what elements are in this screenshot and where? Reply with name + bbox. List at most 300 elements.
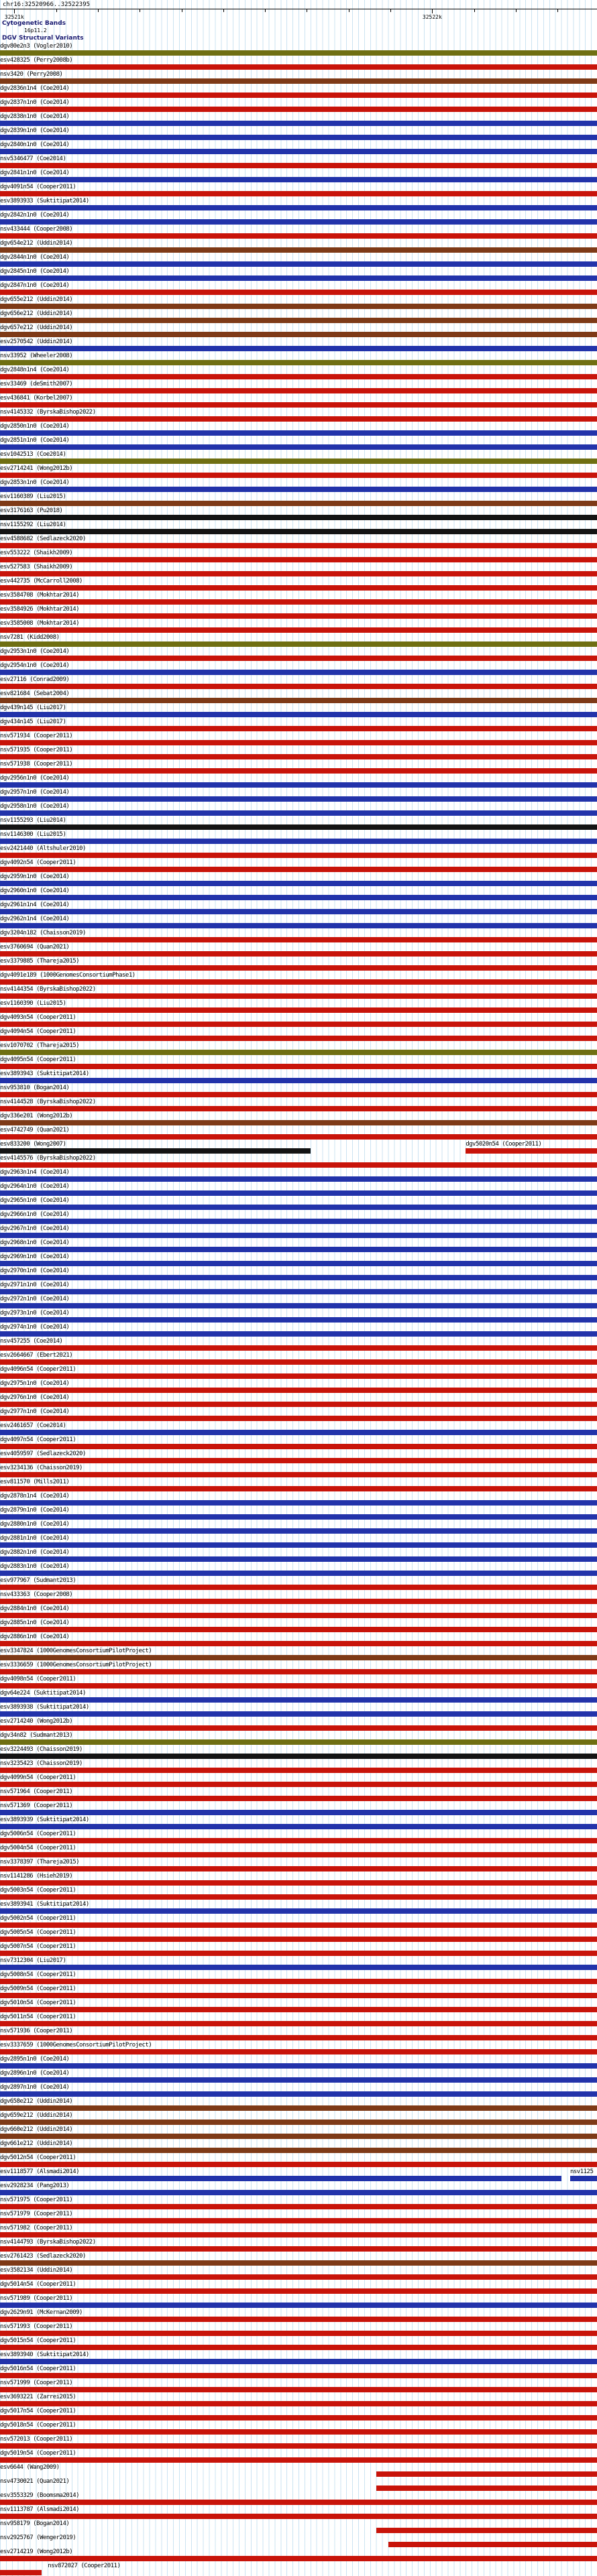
- variant-label: dgv2966n1n0 (Coe2014): [0, 1211, 70, 1218]
- variant-label: dgv2879n1n0 (Coe2014): [0, 1507, 70, 1514]
- variant-bar[interactable]: [0, 585, 597, 591]
- variant-label: esv3336659 (1000GenomesConsortiumPilotProject): [0, 1662, 152, 1668]
- variant-bar[interactable]: [0, 1373, 597, 1379]
- variant-bar[interactable]: [0, 1599, 597, 1604]
- variant-label: nsv572013 (Cooper2011): [0, 2436, 73, 2443]
- variant-bar[interactable]: [0, 1092, 597, 1097]
- variant-bar[interactable]: [0, 965, 597, 971]
- variant-label: nsv571936 (Cooper2011): [0, 2028, 73, 2034]
- variant-bar[interactable]: [0, 430, 597, 436]
- variant-bar[interactable]: [0, 627, 597, 633]
- variant-bar[interactable]: [0, 1542, 597, 1548]
- variant-bar[interactable]: [0, 2274, 597, 2280]
- variant-label: dgv654e212 (Uddin2014): [0, 240, 73, 247]
- variant-label: dgv2883n1n0 (Coe2014): [0, 1563, 70, 1570]
- variant-row: [0, 380, 597, 394]
- variant-bar[interactable]: [0, 2317, 597, 2322]
- ruler-tick: [98, 9, 99, 12]
- variant-bar[interactable]: [0, 1345, 597, 1351]
- variant-bar[interactable]: [0, 641, 597, 647]
- variant-bar[interactable]: [0, 205, 597, 210]
- variant-row: [0, 127, 597, 141]
- variant-bar[interactable]: [0, 78, 597, 84]
- variant-bar[interactable]: [0, 1162, 597, 1168]
- variant-bar[interactable]: [0, 1388, 597, 1393]
- variant-label: esv1118577 (Alsmadi2014): [0, 2168, 80, 2175]
- variant-bar[interactable]: [0, 571, 597, 576]
- variant-label: dgv2967n1n0 (Coe2014): [0, 1225, 70, 1232]
- variant-bar[interactable]: [0, 979, 597, 985]
- variant-bar[interactable]: [0, 149, 597, 154]
- variant-label: esv527583 (Shaikh2009): [0, 564, 73, 570]
- variant-bar[interactable]: [0, 93, 597, 98]
- variant-row: [0, 1844, 597, 1858]
- variant-bar[interactable]: [0, 261, 597, 267]
- variant-bar[interactable]: [388, 2542, 597, 2547]
- variant-bar[interactable]: [0, 2120, 597, 2125]
- variant-row: [0, 957, 597, 971]
- variant-row: [0, 2477, 597, 2492]
- variant-bar[interactable]: [0, 2359, 597, 2364]
- variant-bar[interactable]: [0, 824, 597, 830]
- variant-row: [0, 1267, 597, 1281]
- variant-bar[interactable]: [0, 1838, 597, 1843]
- variant-bar[interactable]: [0, 1331, 597, 1337]
- variant-bar[interactable]: [0, 1683, 597, 1689]
- variant-bar[interactable]: [0, 698, 597, 703]
- variant-bar[interactable]: [0, 543, 597, 548]
- variant-bar[interactable]: [0, 163, 597, 168]
- variant-bar[interactable]: [0, 388, 597, 393]
- variant-bar[interactable]: [0, 2162, 597, 2167]
- variant-bar[interactable]: [0, 107, 597, 112]
- variant-bar[interactable]: [0, 1627, 597, 1632]
- variant-label: dgv2897n1n0 (Coe2014): [0, 2084, 70, 2091]
- variant-row: [0, 2069, 597, 2083]
- variant-row: [0, 507, 597, 521]
- variant-bar[interactable]: [0, 1050, 597, 1055]
- variant-bar[interactable]: [0, 853, 597, 858]
- variant-bar[interactable]: [0, 1247, 597, 1252]
- variant-bar[interactable]: [0, 1655, 597, 1660]
- variant-bar[interactable]: [0, 1979, 597, 1984]
- ruler-tick: [265, 9, 266, 12]
- variant-bar[interactable]: [0, 2570, 42, 2575]
- variant-bar[interactable]: [0, 487, 597, 492]
- variant-bar[interactable]: [0, 1500, 597, 1506]
- variant-bar[interactable]: [0, 1402, 597, 1407]
- variant-bar[interactable]: [0, 1359, 597, 1365]
- variant-row: [0, 2111, 597, 2126]
- variant-bar[interactable]: [0, 416, 597, 422]
- variant-label: nsv5346477 (Coe2014): [0, 156, 66, 162]
- variant-bar[interactable]: [0, 473, 597, 478]
- variant-label: dgv336e201 (Wong2012b): [0, 1113, 73, 1119]
- variant-bar[interactable]: [0, 951, 597, 957]
- variant-row: [0, 2097, 597, 2111]
- variant-row: [0, 1633, 597, 1647]
- variant-bar[interactable]: [0, 1486, 597, 1491]
- variant-label: dgv2953n1n0 (Coe2014): [0, 648, 70, 655]
- variant-label: esv2714219 (Wong2012b): [0, 2549, 73, 2555]
- variant-bar[interactable]: [0, 2232, 597, 2237]
- variant-bar[interactable]: [0, 740, 597, 745]
- variant-bar[interactable]: [0, 1782, 597, 1787]
- variant-label: esv3234136 (Chaisson2019): [0, 1465, 83, 1471]
- variant-bar[interactable]: [0, 2260, 597, 2266]
- variant-bar[interactable]: [0, 557, 597, 562]
- variant-label: esv3893941 (Suktitipat2014): [0, 1901, 89, 1908]
- variant-bar[interactable]: [0, 1725, 597, 1731]
- variant-label: dgv659e212 (Uddin2014): [0, 2112, 73, 2119]
- variant-label: esv3582134 (Uddin2014): [0, 2267, 73, 2274]
- variant-row: [0, 2196, 597, 2210]
- variant-label: esv3893933 (Suktitipat2014): [0, 198, 89, 204]
- variant-bar[interactable]: [0, 2105, 597, 2111]
- variant-bar[interactable]: [0, 2443, 597, 2449]
- variant-bar[interactable]: [0, 2246, 597, 2252]
- variant-label: esv3553329 (Boomsma2014): [0, 2492, 80, 2499]
- variant-label: dgv2853n1n0 (Coe2014): [0, 479, 70, 486]
- variant-bar[interactable]: [0, 1078, 597, 1083]
- variant-bar[interactable]: [0, 2134, 597, 2139]
- variant-row: [0, 324, 597, 338]
- variant-bar[interactable]: [0, 1711, 597, 1717]
- variant-row: [0, 2365, 597, 2379]
- variant-bar[interactable]: [0, 1894, 597, 1900]
- variant-bar[interactable]: [0, 458, 597, 464]
- variant-bar[interactable]: [0, 1796, 597, 1801]
- variant-bar[interactable]: [0, 1922, 597, 1928]
- variant-bar[interactable]: [0, 360, 597, 365]
- variant-label: dgv2837n1n0 (Coe2014): [0, 99, 70, 106]
- variant-bar[interactable]: [0, 50, 597, 56]
- variant-bar[interactable]: [0, 1641, 597, 1646]
- variant-label: dgv2896n1n0 (Coe2014): [0, 2070, 70, 2077]
- variant-label: esv2714240 (Wong2012b): [0, 1718, 73, 1725]
- variant-bar[interactable]: [0, 444, 597, 450]
- variant-row: [0, 450, 597, 465]
- variant-label: esv2461657 (Coe2014): [0, 1422, 66, 1429]
- variant-bar[interactable]: [0, 2176, 561, 2181]
- variant-row: [0, 1168, 597, 1182]
- variant-row: [0, 563, 597, 577]
- variant-bar[interactable]: [0, 2514, 597, 2519]
- variant-label: esv428325 (Perry2008b): [0, 57, 73, 64]
- variant-bar[interactable]: [0, 1007, 597, 1013]
- variant-label: dgv2957n1n0 (Coe2014): [0, 789, 70, 796]
- variant-bar[interactable]: [466, 1148, 597, 1154]
- variant-row: [0, 591, 597, 605]
- variant-row: [0, 493, 597, 507]
- variant-bar[interactable]: [0, 1585, 597, 1590]
- variant-bar[interactable]: [0, 839, 597, 844]
- variant-label: dgv2839n1n0 (Coe2014): [0, 127, 70, 134]
- variant-label: dgv2976n1n0 (Coe2014): [0, 1394, 70, 1401]
- variant-row: [0, 549, 597, 563]
- variant-row: [0, 1605, 597, 1619]
- variant-row: [0, 1253, 597, 1267]
- variant-row: [0, 873, 597, 887]
- variant-bar[interactable]: [0, 318, 597, 323]
- variant-bar[interactable]: [0, 1697, 597, 1703]
- variant-bar[interactable]: [0, 1965, 597, 1970]
- variant-label: dgv5009n54 (Cooper2011): [0, 1985, 76, 1992]
- variant-bar[interactable]: [0, 1937, 597, 1942]
- variant-bar[interactable]: [0, 1233, 597, 1238]
- variant-bar[interactable]: [0, 1430, 597, 1435]
- variant-bar[interactable]: [0, 1036, 597, 1041]
- variant-bar[interactable]: [0, 2091, 597, 2097]
- variant-row: [0, 788, 597, 802]
- variant-bar[interactable]: [0, 2401, 597, 2406]
- variant-row: [0, 1548, 597, 1562]
- variant-label: dgv5005n54 (Cooper2011): [0, 1929, 76, 1936]
- variant-row: [0, 704, 597, 718]
- variant-label: dgv2878n1n4 (Coe2014): [0, 1493, 70, 1499]
- variant-label: nsv571935 (Cooper2011): [0, 747, 73, 753]
- variant-bar[interactable]: [0, 2345, 597, 2350]
- variant-bar[interactable]: [0, 1613, 597, 1618]
- variant-bar[interactable]: [0, 867, 597, 872]
- variant-row: [0, 70, 597, 84]
- variant-row: [0, 1816, 597, 1830]
- variant-label: nsv433363 (Cooper2008): [0, 1591, 73, 1598]
- variant-row: [0, 338, 597, 352]
- variant-bar[interactable]: [376, 2528, 597, 2533]
- variant-bar[interactable]: [0, 2387, 597, 2392]
- variant-label: dgv2629n91 (McKernan2009): [0, 2309, 83, 2316]
- variant-bar[interactable]: [0, 1444, 597, 1449]
- variant-row: [0, 253, 597, 267]
- variant-label: dgv2844n1n0 (Coe2014): [0, 254, 70, 261]
- variant-bar[interactable]: [0, 515, 597, 520]
- variant-label: nsv571964 (Cooper2011): [0, 1788, 73, 1795]
- variant-bar[interactable]: [0, 1571, 597, 1576]
- variant-bar[interactable]: [0, 2077, 597, 2083]
- variant-bar[interactable]: [0, 1064, 597, 1069]
- ruler-tick: [390, 9, 391, 12]
- variant-bar[interactable]: [376, 2486, 597, 2491]
- variant-bar[interactable]: [0, 2035, 597, 2040]
- variant-bar[interactable]: [0, 1810, 597, 1815]
- variant-bar[interactable]: [0, 219, 597, 225]
- variant-row: [0, 2027, 597, 2041]
- variant-row: [0, 746, 597, 760]
- variant-bar[interactable]: [0, 1120, 597, 1125]
- variant-bar[interactable]: [0, 881, 597, 886]
- variant-row: [0, 901, 597, 915]
- variant-bar[interactable]: [0, 1556, 597, 1562]
- variant-label: esv1160390 (Liu2015): [0, 1000, 66, 1007]
- variant-bar[interactable]: [0, 247, 597, 253]
- variant-bar[interactable]: [0, 346, 597, 351]
- variant-bar[interactable]: [0, 2415, 597, 2420]
- variant-label: esv3893938 (Suktitipat2014): [0, 1704, 89, 1711]
- variant-label: dgv2836n1n4 (Coe2014): [0, 85, 70, 92]
- variant-bar[interactable]: [0, 1303, 597, 1308]
- variant-bar[interactable]: [0, 1824, 597, 1829]
- variant-bar[interactable]: [0, 1106, 597, 1111]
- variant-bar[interactable]: [0, 2148, 597, 2153]
- variant-label: nsv1141286 (Hsieh2019): [0, 1873, 73, 1880]
- variant-bar[interactable]: [0, 1880, 597, 1886]
- variant-label: nsv4145332 (ByrskaBishop2022): [0, 409, 96, 416]
- variant-bar[interactable]: [0, 275, 597, 281]
- variant-label: dgv4091e189 (1000GenomesConsortiumPhase1): [0, 972, 135, 979]
- variant-bar[interactable]: [0, 1669, 597, 1674]
- variant-bar[interactable]: [0, 1134, 597, 1140]
- variant-label: esv3693221 (Zarrei2015): [0, 2394, 76, 2400]
- variant-label: esv6644 (Wang2009): [0, 2464, 60, 2471]
- variant-rows: [0, 42, 597, 2576]
- variant-bar[interactable]: [0, 304, 597, 309]
- variant-bar[interactable]: [0, 1190, 597, 1196]
- variant-bar[interactable]: [0, 2063, 597, 2069]
- variant-bar[interactable]: [0, 2331, 597, 2336]
- variant-bar[interactable]: [0, 923, 597, 928]
- variant-bar[interactable]: [0, 501, 597, 506]
- variant-label: dgv2880n1n0 (Coe2014): [0, 1521, 70, 1528]
- variant-bar[interactable]: [0, 656, 597, 661]
- variant-label: esv977967 (Sudmant2013): [0, 1577, 76, 1584]
- variant-label: dgv2964n1n0 (Coe2014): [0, 1183, 70, 1190]
- variant-bar[interactable]: [0, 374, 597, 379]
- variant-bar[interactable]: [0, 1528, 597, 1534]
- variant-bar[interactable]: [0, 233, 597, 239]
- variant-label: esv3584708 (Mokhtar2014): [0, 592, 80, 599]
- variant-row: [0, 1985, 597, 1999]
- variant-bar[interactable]: [0, 1768, 597, 1773]
- variant-bar[interactable]: [0, 684, 597, 689]
- variant-bar[interactable]: [0, 613, 597, 619]
- variant-bar[interactable]: [0, 1205, 597, 1210]
- variant-label: nsv571975 (Cooper2011): [0, 2197, 73, 2203]
- variant-bar[interactable]: [0, 64, 597, 70]
- variant-label: dgv5008n54 (Cooper2011): [0, 1971, 76, 1978]
- variant-bar[interactable]: [0, 121, 597, 126]
- variant-bar[interactable]: [0, 1275, 597, 1280]
- variant-bar[interactable]: [0, 135, 597, 140]
- variant-label: esv2761423 (Sedlazeck2020): [0, 2253, 86, 2260]
- variant-label: dgv2885n1n0 (Coe2014): [0, 1619, 70, 1626]
- variant-row: [0, 225, 597, 239]
- variant-bar[interactable]: [0, 1993, 597, 1998]
- variant-bar[interactable]: [376, 2471, 597, 2477]
- variant-bar[interactable]: [0, 2556, 597, 2561]
- variant-row: [0, 1689, 597, 1703]
- variant-bar[interactable]: [570, 2176, 597, 2181]
- variant-bar[interactable]: [0, 177, 597, 182]
- variant-bar[interactable]: [0, 754, 597, 759]
- variant-bar[interactable]: [0, 2500, 597, 2505]
- variant-bar[interactable]: [0, 1852, 597, 1857]
- variant-bar[interactable]: [0, 402, 597, 408]
- variant-bar[interactable]: [0, 2049, 597, 2054]
- variant-bar[interactable]: [0, 726, 597, 731]
- variant-row: [0, 310, 597, 324]
- variant-bar[interactable]: [0, 599, 597, 605]
- variant-bar[interactable]: [0, 796, 597, 802]
- variant-bar[interactable]: [0, 782, 597, 788]
- variant-label: dgv2895n1n0 (Coe2014): [0, 2056, 70, 2063]
- variant-label: esv3176163 (Pu2018): [0, 507, 63, 514]
- variant-bar[interactable]: [0, 191, 597, 196]
- variant-bar[interactable]: [0, 670, 597, 675]
- variant-bar[interactable]: [0, 529, 597, 534]
- variant-row: [0, 1225, 597, 1239]
- variant-bar[interactable]: [0, 1739, 597, 1745]
- variant-bar[interactable]: [0, 1022, 597, 1027]
- variant-bar[interactable]: [0, 2288, 597, 2294]
- variant-row: [0, 1309, 597, 1323]
- variant-row: [0, 1886, 597, 1900]
- variant-label: esv27116 (Conrad2009): [0, 676, 70, 683]
- variant-bar[interactable]: [0, 993, 597, 999]
- variant-row: [0, 99, 597, 113]
- variant-row: [0, 2041, 597, 2055]
- variant-bar[interactable]: [0, 1472, 597, 1477]
- variant-bar[interactable]: [0, 2218, 597, 2223]
- variant-bar[interactable]: [0, 290, 597, 295]
- variant-bar[interactable]: [0, 937, 597, 942]
- variant-bar[interactable]: [0, 2303, 597, 2308]
- variant-label: esv2421440 (Altshuler2010): [0, 845, 86, 852]
- variant-bar[interactable]: [0, 1317, 597, 1323]
- variant-bar[interactable]: [0, 810, 597, 816]
- variant-label: dgv5012n54 (Cooper2011): [0, 2154, 76, 2161]
- variant-row: [0, 732, 597, 746]
- variant-bar[interactable]: [0, 1951, 597, 1956]
- variant-row: [0, 648, 597, 662]
- variant-label: nsv958179 (Bogan2014): [0, 2520, 70, 2527]
- variant-bar[interactable]: [0, 1219, 597, 1224]
- variant-bar[interactable]: [0, 332, 597, 337]
- variant-bar[interactable]: [0, 909, 597, 914]
- variant-bar[interactable]: [0, 2190, 597, 2195]
- variant-row: [0, 296, 597, 310]
- variant-label: dgv5020n54 (Cooper2011): [466, 1141, 542, 1148]
- variant-bar[interactable]: [0, 2429, 597, 2435]
- variant-row: [0, 2520, 597, 2534]
- variant-bar[interactable]: [0, 2204, 597, 2209]
- variant-bar[interactable]: [0, 1289, 597, 1294]
- variant-bar[interactable]: [0, 712, 597, 717]
- variant-bar[interactable]: [0, 1148, 311, 1154]
- variant-label: dgv5016n54 (Cooper2011): [0, 2366, 76, 2372]
- variant-bar[interactable]: [0, 1416, 597, 1421]
- variant-bar[interactable]: [0, 2373, 597, 2378]
- variant-row: [0, 1717, 597, 1731]
- variant-bar[interactable]: [0, 1908, 597, 1914]
- variant-bar[interactable]: [0, 1866, 597, 1872]
- variant-row: [0, 1464, 597, 1478]
- variant-bar[interactable]: [0, 2007, 597, 2012]
- variant-bar[interactable]: [0, 1514, 597, 1520]
- variant-bar[interactable]: [0, 1754, 597, 1759]
- variant-label: esv2664667 (Ebert2021): [0, 1352, 73, 1359]
- variant-label: nsv433444 (Cooper2008): [0, 226, 73, 233]
- variant-bar[interactable]: [0, 895, 597, 900]
- variant-bar[interactable]: [0, 2021, 597, 2026]
- variant-bar[interactable]: [0, 1261, 597, 1266]
- variant-bar[interactable]: [0, 768, 597, 774]
- variant-row: [0, 169, 597, 183]
- variant-bar[interactable]: [0, 1176, 597, 1182]
- variant-bar[interactable]: [0, 2457, 597, 2463]
- variant-label: dgv660e212 (Uddin2014): [0, 2126, 73, 2133]
- variant-bar[interactable]: [0, 1458, 597, 1463]
